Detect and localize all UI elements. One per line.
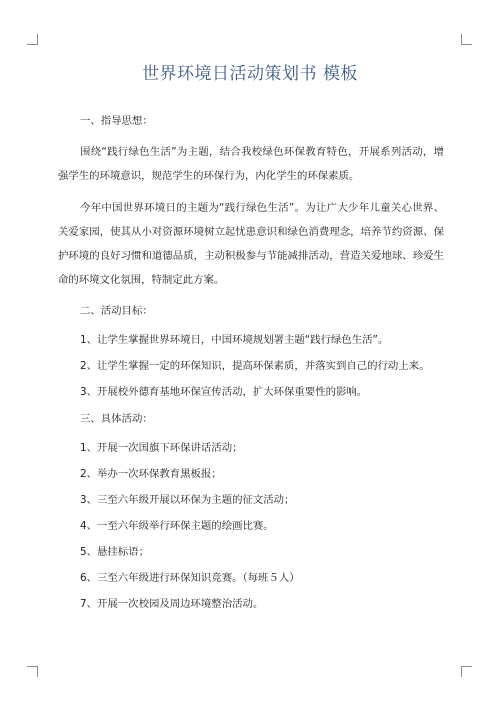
section-heading-activities: 三、具体活动： <box>80 413 153 425</box>
section-heading-goals: 二、活动目标： <box>80 305 153 317</box>
crop-mark-bottom-left <box>27 666 38 677</box>
section-heading-guiding: 一、指导思想： <box>80 115 153 127</box>
list-item: 3、三至六年级开展以环保为主题的征文活动； <box>80 494 295 506</box>
list-item: 1、开展一次国旗下环保讲话活动； <box>80 442 243 454</box>
list-item: 2、让学生掌握一定的环保知识，提高环保素质，并落实到自己的行动上来。 <box>80 360 430 372</box>
list-item: 7、开展一次校园及周边环境整治活动。 <box>80 598 264 610</box>
list-item: 6、三至六年级进行环保知识竞赛。（每班５人） <box>80 572 300 584</box>
document-body <box>58 110 444 620</box>
paragraph: 围绕“践行绿色生活”为主题，结合我校绿色环保教育特色，开展系列活动，增强学生的环境意识，规范学生的环保行为，内化学生的环保素质。 <box>58 146 444 182</box>
crop-mark-bottom-right <box>461 666 472 677</box>
list-item: 5、悬挂标语； <box>80 546 149 558</box>
crop-mark-top-left <box>27 34 38 45</box>
document-title: 世界环境日活动策划书 模板 <box>142 64 358 84</box>
crop-mark-top-right <box>461 34 472 45</box>
paragraph: 今年中国世界环境日的主题为“践行绿色生活”。为让广大少年儿童关心世界、关爱家园，使其从小对资源环境树立起忧患意识和绿色消费理念，培养节约资源、保护环境的良好习惯和道德品质，主动积极参与节能减排活动，营造关爱地球、珍爱生命的环境文化氛围，特制定此方案。 <box>58 202 444 286</box>
list-item: 3、开展校外德育基地环保宣传活动，扩大环保重要性的影响。 <box>80 386 368 398</box>
list-item: 1、让学生掌握世界环境日，中国环境规划署主题“践行绿色生活”。 <box>80 334 389 346</box>
list-item: 2、举办一次环保教育黑板报； <box>80 468 222 480</box>
list-item: 4、一至六年级举行环保主题的绘画比赛。 <box>80 520 274 532</box>
